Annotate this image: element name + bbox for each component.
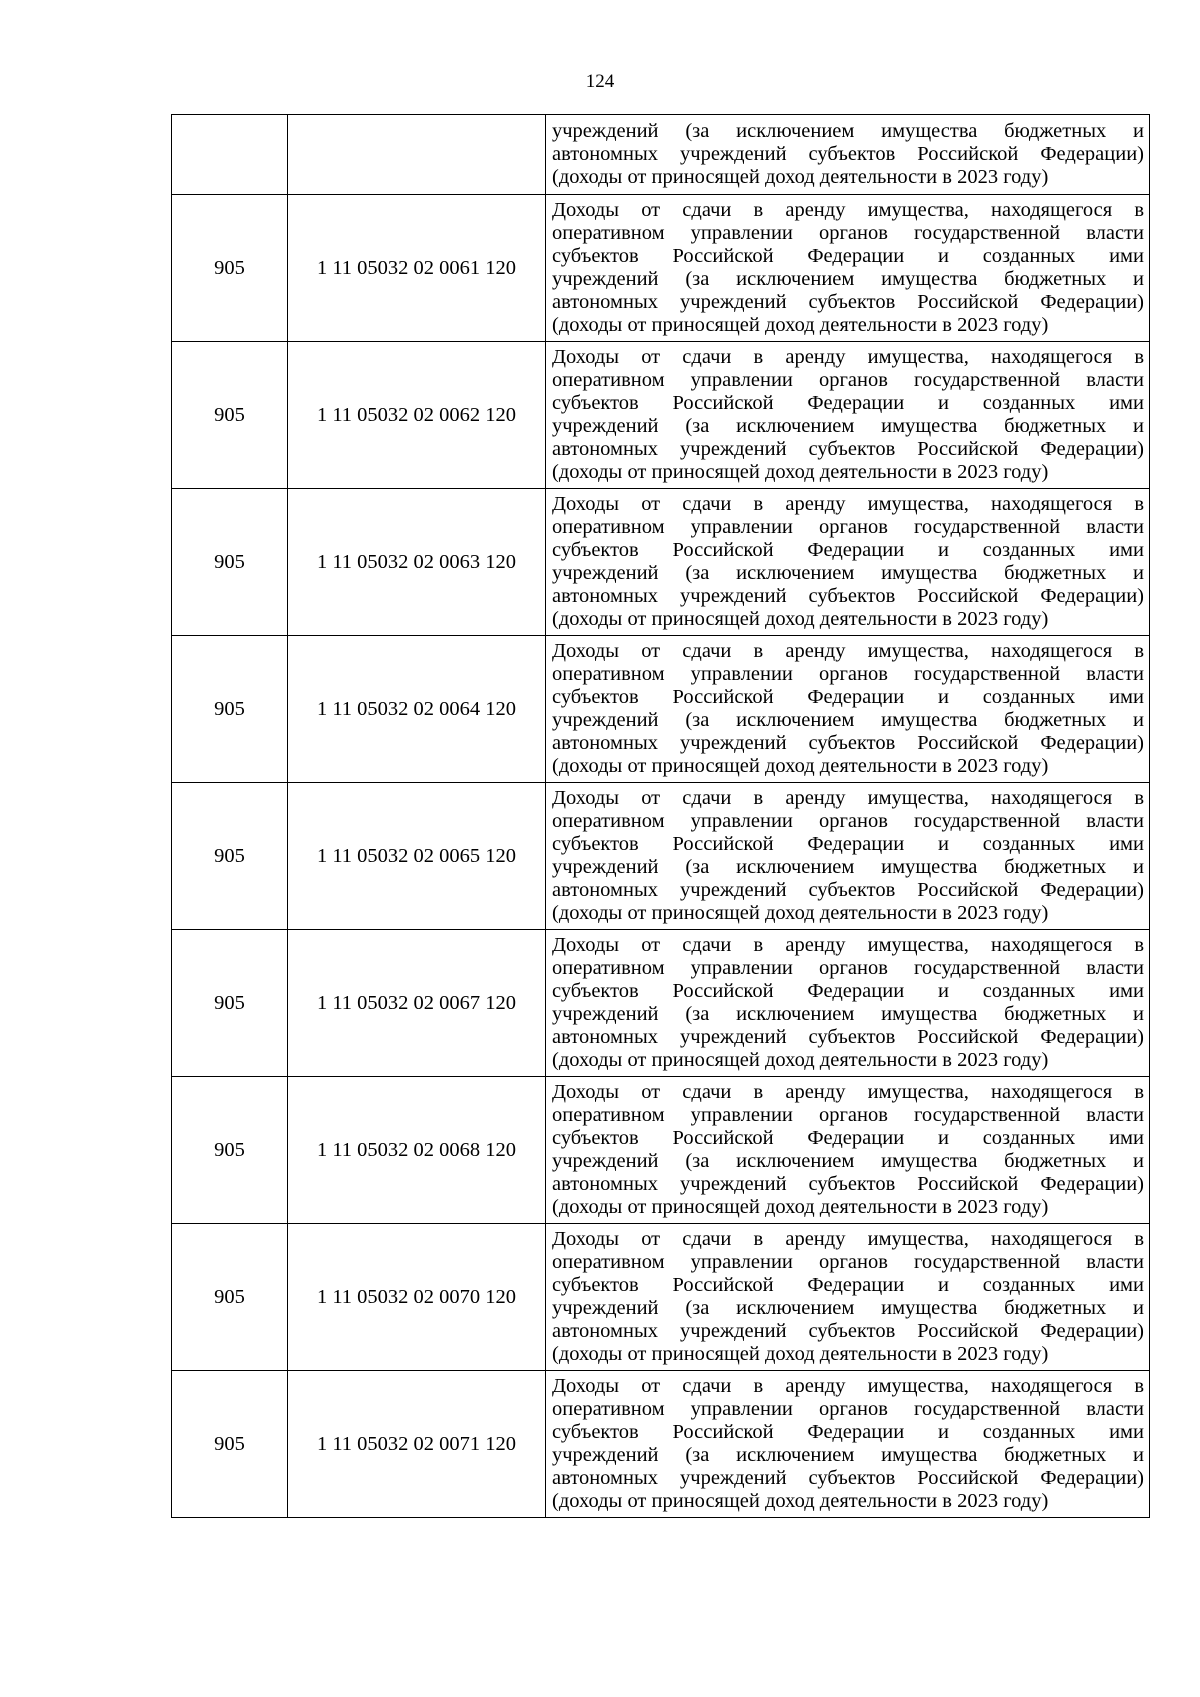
description-cell [546,1224,1150,1371]
table-row-continuation [172,115,1150,195]
table-row [172,489,1150,636]
budget-code-cell: 1 11 05032 02 0061 120 [288,195,546,342]
description-line: субъектов Российской Федерации и созданных ими [552,979,1144,1002]
description-line: учреждений (за исключением имущества бюджетных и [552,119,1144,142]
description-cell [546,115,1150,195]
description-line: (доходы от приносящей доход деятельности в 2023 году) [552,1342,1049,1365]
page-number: 124 [585,71,615,92]
description-line: субъектов Российской Федерации и созданных ими [552,1126,1144,1149]
description-line: автономных учреждений субъектов Российской Федерации) [552,1319,1144,1342]
budget-code-cell: 1 11 05032 02 0063 120 [288,489,546,636]
description-line: учреждений (за исключением имущества бюджетных и [552,267,1144,290]
description-line: автономных учреждений субъектов Российской Федерации) [552,437,1144,460]
budget-codes-table [171,114,1150,1518]
description-cell [546,783,1150,930]
description-line: оперативном управлении органов государственной власти [552,1250,1144,1273]
description-line: субъектов Российской Федерации и созданных ими [552,391,1144,414]
table-row [172,783,1150,930]
description-line: (доходы от приносящей доход деятельности в 2023 году) [552,313,1049,336]
description-line: автономных учреждений субъектов Российской Федерации) [552,731,1144,754]
table-row [172,930,1150,1077]
description-line: (доходы от приносящей доход деятельности в 2023 году) [552,1195,1049,1218]
description-line: оперативном управлении органов государственной власти [552,662,1144,685]
budget-code-cell: 1 11 05032 02 0068 120 [288,1077,546,1224]
description-line: (доходы от приносящей доход деятельности в 2023 году) [552,460,1049,483]
description-line: Доходы от сдачи в аренду имущества, находящегося в [552,639,1144,662]
description-line: оперативном управлении органов государственной власти [552,809,1144,832]
admin-code-cell: 905 [172,342,288,489]
description-line: субъектов Российской Федерации и созданных ими [552,1420,1144,1443]
admin-code-cell: 905 [172,636,288,783]
description-line: субъектов Российской Федерации и созданных ими [552,244,1144,267]
description-line: Доходы от сдачи в аренду имущества, находящегося в [552,345,1144,368]
table-row [172,1224,1150,1371]
description-line: учреждений (за исключением имущества бюджетных и [552,1443,1144,1466]
admin-code-cell: 905 [172,195,288,342]
description-line: (доходы от приносящей доход деятельности в 2023 году) [552,1489,1049,1512]
description-line: Доходы от сдачи в аренду имущества, находящегося в [552,1227,1144,1250]
admin-code-cell: 905 [172,930,288,1077]
description-line: (доходы от приносящей доход деятельности в 2023 году) [552,165,1049,188]
description-line: учреждений (за исключением имущества бюджетных и [552,414,1144,437]
description-line: автономных учреждений субъектов Российской Федерации) [552,584,1144,607]
description-line: субъектов Российской Федерации и созданных ими [552,538,1144,561]
description-line: оперативном управлении органов государственной власти [552,221,1144,244]
description-line: Доходы от сдачи в аренду имущества, находящегося в [552,933,1144,956]
admin-code-cell: 905 [172,1077,288,1224]
budget-code-cell: 1 11 05032 02 0064 120 [288,636,546,783]
description-line: учреждений (за исключением имущества бюджетных и [552,1149,1144,1172]
admin-code-cell: 905 [172,1371,288,1518]
description-cell [546,489,1150,636]
description-cell [546,930,1150,1077]
budget-code-cell: 1 11 05032 02 0070 120 [288,1224,546,1371]
table-row [172,636,1150,783]
description-line: автономных учреждений субъектов Российской Федерации) [552,142,1144,165]
table-row [172,1077,1150,1224]
budget-code-cell: 1 11 05032 02 0071 120 [288,1371,546,1518]
description-line: Доходы от сдачи в аренду имущества, находящегося в [552,198,1144,221]
budget-code-cell [288,115,546,195]
description-line: учреждений (за исключением имущества бюджетных и [552,855,1144,878]
description-line: автономных учреждений субъектов Российской Федерации) [552,1466,1144,1489]
table-row [172,1371,1150,1518]
description-line: учреждений (за исключением имущества бюджетных и [552,1296,1144,1319]
budget-code-cell: 1 11 05032 02 0067 120 [288,930,546,1077]
description-line: автономных учреждений субъектов Российской Федерации) [552,290,1144,313]
description-cell [546,342,1150,489]
table-row [172,195,1150,342]
description-cell [546,1371,1150,1518]
description-line: Доходы от сдачи в аренду имущества, находящегося в [552,492,1144,515]
description-line: учреждений (за исключением имущества бюджетных и [552,708,1144,731]
description-line: субъектов Российской Федерации и созданных ими [552,685,1144,708]
table-body [172,115,1150,1518]
description-line: оперативном управлении органов государственной власти [552,368,1144,391]
description-line: (доходы от приносящей доход деятельности в 2023 году) [552,1048,1049,1071]
description-line: оперативном управлении органов государственной власти [552,1103,1144,1126]
description-cell [546,636,1150,783]
description-line: (доходы от приносящей доход деятельности в 2023 году) [552,754,1049,777]
description-line: Доходы от сдачи в аренду имущества, находящегося в [552,1080,1144,1103]
description-line: (доходы от приносящей доход деятельности в 2023 году) [552,901,1049,924]
description-line: субъектов Российской Федерации и созданных ими [552,1273,1144,1296]
budget-code-cell: 1 11 05032 02 0062 120 [288,342,546,489]
budget-code-cell: 1 11 05032 02 0065 120 [288,783,546,930]
admin-code-cell: 905 [172,783,288,930]
description-line: учреждений (за исключением имущества бюджетных и [552,1002,1144,1025]
description-cell [546,1077,1150,1224]
description-line: оперативном управлении органов государственной власти [552,515,1144,538]
admin-code-cell: 905 [172,489,288,636]
admin-code-cell: 905 [172,1224,288,1371]
description-cell [546,195,1150,342]
description-line: Доходы от сдачи в аренду имущества, находящегося в [552,1374,1144,1397]
description-line: (доходы от приносящей доход деятельности в 2023 году) [552,607,1049,630]
description-line: автономных учреждений субъектов Российской Федерации) [552,878,1144,901]
description-line: автономных учреждений субъектов Российской Федерации) [552,1172,1144,1195]
admin-code-cell [172,115,288,195]
table-row [172,342,1150,489]
description-line: учреждений (за исключением имущества бюджетных и [552,561,1144,584]
description-line: автономных учреждений субъектов Российской Федерации) [552,1025,1144,1048]
description-line: оперативном управлении органов государственной власти [552,1397,1144,1420]
description-line: Доходы от сдачи в аренду имущества, находящегося в [552,786,1144,809]
description-line: оперативном управлении органов государственной власти [552,956,1144,979]
description-line: субъектов Российской Федерации и созданных ими [552,832,1144,855]
